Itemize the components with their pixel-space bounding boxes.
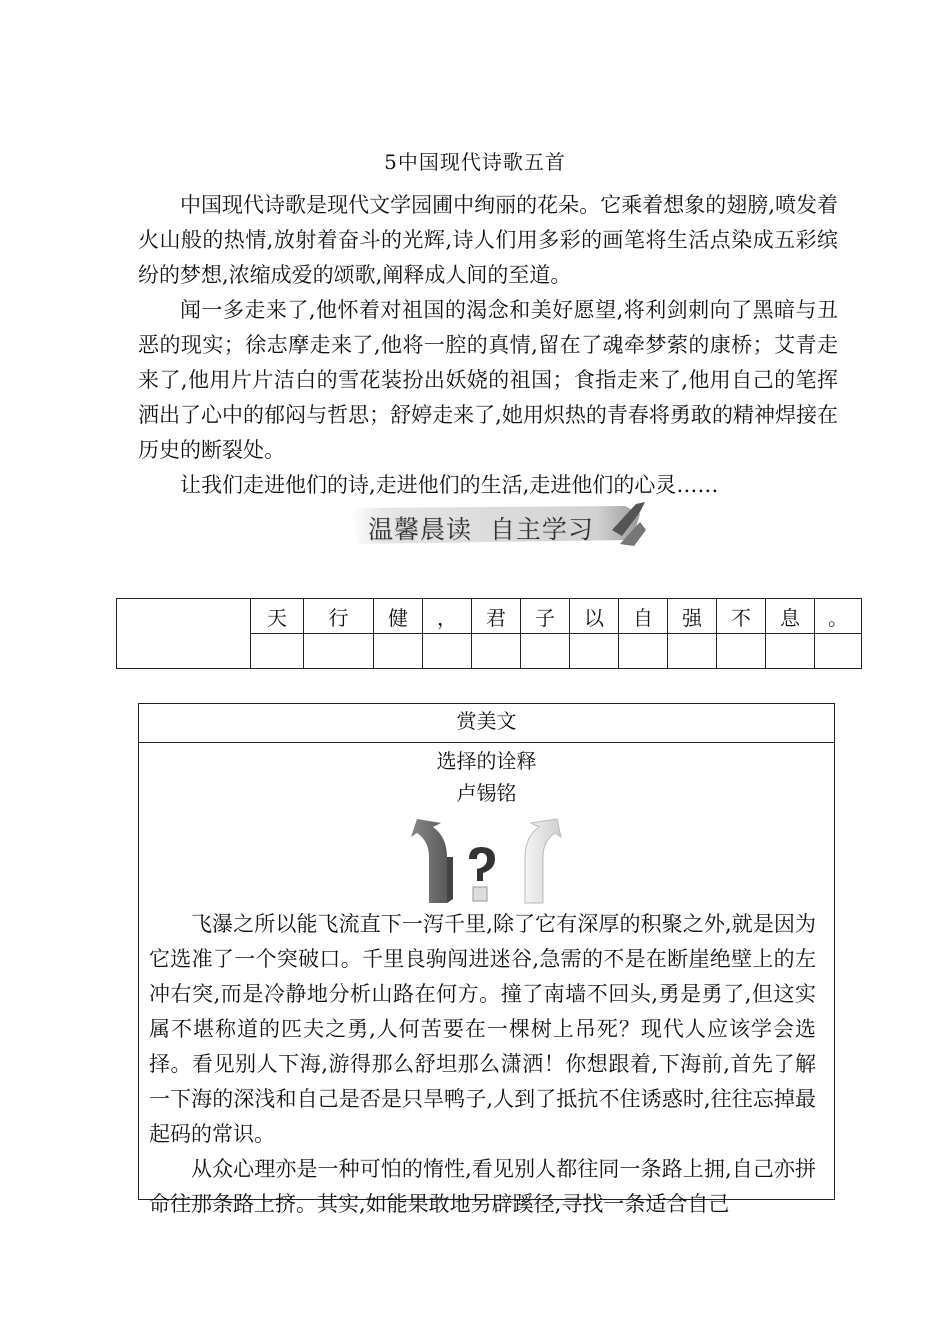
motto-char: 子	[521, 599, 570, 634]
intro-paragraph: 闻一多走来了,他怀着对祖国的渴念和美好愿望,将利剑刺向了黑暗与丑恶的现实；徐志摩走来了,他将一腔的真情,留在了魂牵梦萦的康桥；艾青走来了,他用片片洁白的雪花装扮出妖娆的祖国；食指走来了,他用自己的笔挥洒出了心中的郁闷与哲思；舒婷走来了,她用炽热的青春将勇敢的精神焊接在历史的断裂处。	[138, 298, 838, 462]
banner-text: 温馨晨读 自主学习	[368, 515, 594, 544]
motto-label-cell	[117, 599, 251, 669]
intro-paragraph: 让我们走进他们的诗,走进他们的生活,走进他们的心灵……	[180, 473, 719, 497]
reading-paragraph: 从众心理亦是一种可怕的惰性,看见别人都往同一条路上拥,自己亦拼命往那条路上挤。其实,如能果敢地另辟蹊径,寻找一条适合自己	[149, 1157, 816, 1216]
motto-char: 健	[374, 599, 423, 634]
answer-cell[interactable]	[374, 634, 423, 669]
answer-cell[interactable]	[304, 634, 374, 669]
motto-char: 。	[815, 599, 862, 634]
motto-char: 强	[668, 599, 717, 634]
motto-char: 天	[251, 599, 304, 634]
answer-cell[interactable]	[766, 634, 815, 669]
reading-body	[139, 907, 834, 1222]
answer-cell[interactable]	[815, 634, 862, 669]
motto-row	[117, 599, 862, 634]
reading-paragraph: 飞瀑之所以能飞流直下一泻千里,除了它有深厚的积聚之外,就是因为它选准了一个突破口。千里良驹闯进迷谷,急需的不是在断崖绝壁上的左冲右突,而是冷静地分析山路在何方。撞了南墙不回头,勇是勇了,但这实属不堪称道的匹夫之勇,人何苦要在一棵树上吊死？现代人应该学会选择。看见别人下海,游得那么舒坦那么潇洒！你想跟着,下海前,首先了解一下海的深浅和自己是否是只旱鸭子,人到了抵抗不住诱惑时,往往忘掉最起码的常识。	[149, 912, 816, 1146]
reading-title: 选择的诠释	[436, 749, 537, 773]
answer-cell[interactable]	[251, 634, 304, 669]
motto-char: 不	[717, 599, 766, 634]
motto-char: 君	[472, 599, 521, 634]
answer-cell[interactable]	[668, 634, 717, 669]
reading-author: 卢锡铭	[456, 781, 517, 805]
answer-cell[interactable]	[472, 634, 521, 669]
choice-arrows-icon	[407, 817, 567, 907]
answer-cell[interactable]	[717, 634, 766, 669]
motto-char: 以	[570, 599, 619, 634]
answer-cell[interactable]	[521, 634, 570, 669]
intro-paragraph: 中国现代诗歌是现代文学园圃中绚丽的花朵。它乘着想象的翅膀,喷发着火山般的热情,放射着奋斗的光辉,诗人们用多彩的画笔将生活点染成五彩缤纷的梦想,浓缩成爱的颂歌,阐释成人间的至道。	[138, 193, 838, 287]
answer-cell[interactable]	[423, 634, 472, 669]
answer-cell[interactable]	[570, 634, 619, 669]
motto-grid	[116, 598, 862, 669]
section-banner	[340, 500, 660, 550]
intro-text	[138, 188, 838, 503]
motto-char: 息	[766, 599, 815, 634]
reading-box	[138, 703, 835, 1216]
answer-cell[interactable]	[619, 634, 668, 669]
page-title: 5中国现代诗歌五首	[384, 150, 566, 174]
motto-char: 行	[304, 599, 374, 634]
motto-char: ，	[423, 599, 472, 634]
reading-header: 赏美文	[139, 704, 834, 743]
motto-char: 自	[619, 599, 668, 634]
